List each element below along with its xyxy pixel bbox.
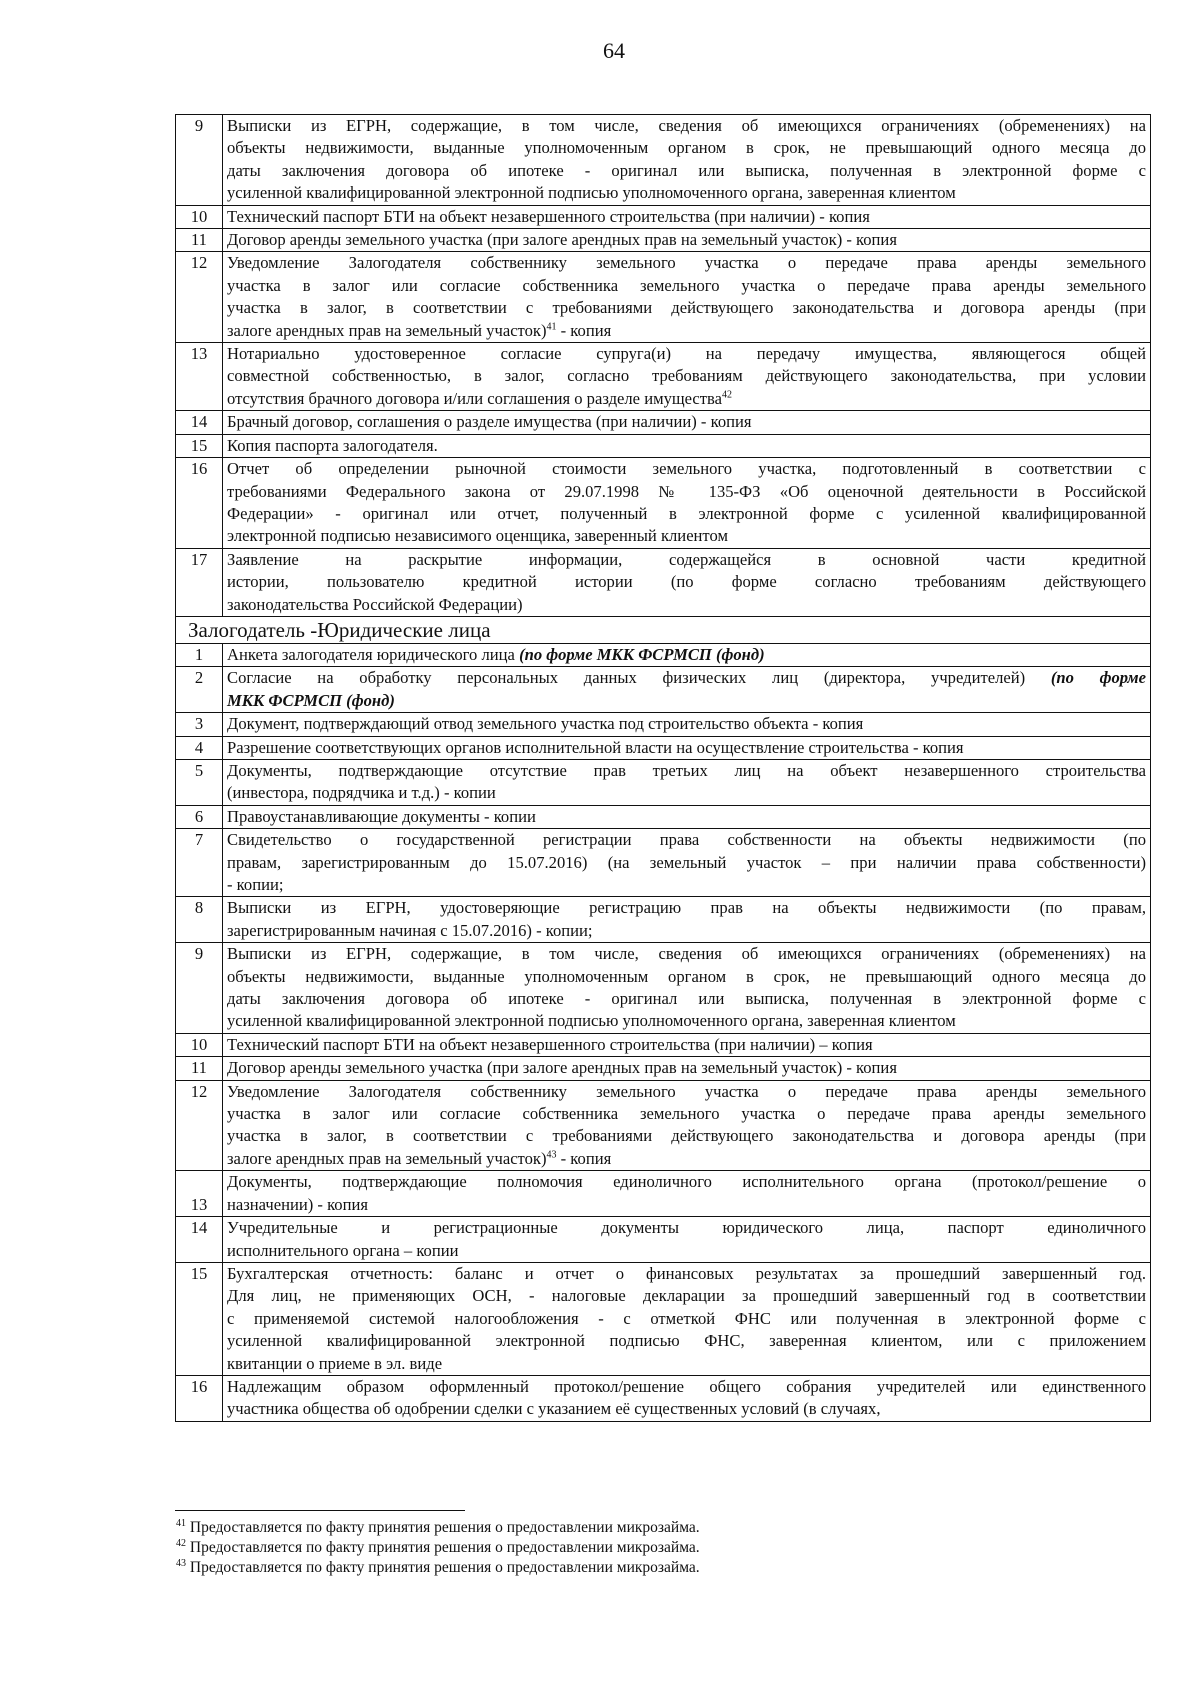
line-text: Выписки из ЕГРН, удостоверяющие регистрацию прав на объекты недвижимости (по правам, [227, 898, 1146, 918]
line-text: Брачный договор, соглашения о разделе имущества (при наличии) - копия [227, 412, 752, 432]
row-text-line [227, 252, 1146, 274]
table-row [176, 943, 1151, 1034]
row-text [223, 434, 1151, 457]
footnote [176, 1538, 700, 1558]
line-text: (инвестора, подрядчика и т.д.) - копии [227, 783, 496, 803]
row-text-line [227, 1034, 1146, 1056]
row-text-line [227, 160, 1146, 182]
row-text [223, 252, 1151, 343]
line-text: Федерации» - оригинал или отчет, полученный в электронной форме с усиленной квалифицированной [227, 503, 1146, 523]
row-text-line [227, 388, 1146, 410]
row-number: 9 [176, 943, 223, 1034]
row-text-line [227, 549, 1146, 571]
row-text-line [227, 365, 1146, 387]
row-text [223, 667, 1151, 713]
row-text-line [227, 1240, 1146, 1262]
table-row [176, 759, 1151, 805]
row-text [223, 943, 1151, 1034]
row-number: 14 [176, 1217, 223, 1263]
line-text: Уведомление Залогодателя собственнику земельного участка о передаче права аренды земельного [227, 253, 1146, 273]
row-number: 11 [176, 229, 223, 252]
row-text [223, 713, 1151, 736]
line-text: Выписки из ЕГРН, содержащие, в том числе, сведения об имеющихся ограничениях (обременениях) на [227, 116, 1146, 135]
row-text-line [227, 1081, 1146, 1103]
row-text [223, 643, 1151, 666]
row-number: 4 [176, 736, 223, 759]
line-text: Технический паспорт БТИ на объект незавершенного строительства (при наличии) - копия [227, 206, 870, 226]
row-text [223, 1171, 1151, 1217]
table-row [176, 1057, 1151, 1080]
line-text: даты заключения договора об ипотеке - оригинал или выписка, полученная в электронной форме с [227, 989, 1146, 1009]
row-number: 5 [176, 759, 223, 805]
line-text: Для лиц, не применяющих ОСН, - налоговые декларации за прошедший завершенный год в соответствии [227, 1286, 1146, 1306]
row-text-line [227, 206, 1146, 228]
row-text [223, 1217, 1151, 1263]
row-text [223, 115, 1151, 206]
row-text-line [227, 966, 1146, 988]
table-row [176, 1171, 1151, 1217]
row-text-line [227, 182, 1146, 204]
line-emphasis: (по форме МКК ФСРМСП (фонд) [519, 644, 765, 664]
line-text: - копии; [227, 875, 284, 894]
row-text-line [227, 1010, 1146, 1032]
table-row [176, 1375, 1151, 1421]
table-row [176, 205, 1151, 228]
row-number: 15 [176, 1262, 223, 1375]
row-text [223, 548, 1151, 616]
footnote-number: 41 [176, 1517, 186, 1529]
row-text [223, 897, 1151, 943]
line-text: объекты недвижимости, выданные уполномоченным органом в срок, не превышающий одного месяца до [227, 138, 1146, 158]
line-text: Учредительные и регистрационные документы юридического лица, паспорт единоличного [227, 1218, 1146, 1238]
table-row [176, 667, 1151, 713]
row-number: 2 [176, 667, 223, 713]
row-text-line [227, 275, 1146, 297]
row-text [223, 1375, 1151, 1421]
row-number: 10 [176, 205, 223, 228]
line-text: исполнительного органа – копии [227, 1240, 459, 1260]
line-text: участка в залог или согласие собственника земельного участка о передаче права аренды земельного [227, 1104, 1146, 1124]
row-text-line [227, 1217, 1146, 1239]
line-text: зарегистрированным начиная с 15.07.2016) - копии; [227, 920, 593, 940]
row-text-line [227, 525, 1146, 547]
row-text-line [227, 782, 1146, 804]
row-text-line [227, 503, 1146, 525]
row-number: 16 [176, 458, 223, 549]
line-text: Бухгалтерская отчетность: баланс и отчет о финансовых результатах за прошедший завершенный год. [227, 1263, 1146, 1283]
row-text [223, 343, 1151, 411]
table-row [176, 713, 1151, 736]
line-text: электронной подписью независимого оценщика, заверенный клиентом [227, 526, 728, 546]
row-text-line [227, 760, 1146, 782]
row-text-line [227, 435, 1146, 457]
row-text-line [227, 1308, 1146, 1330]
table-row [176, 736, 1151, 759]
row-text-line [227, 690, 1146, 712]
row-number: 15 [176, 434, 223, 457]
table-row [176, 897, 1151, 943]
table-row [176, 805, 1151, 828]
line-text: Технический паспорт БТИ на объект незавершенного строительства (при наличии) – копия [227, 1034, 873, 1054]
footnote-ref: 43 [546, 1149, 557, 1161]
table-row [176, 115, 1151, 206]
row-text-line [227, 713, 1146, 735]
row-number: 10 [176, 1033, 223, 1056]
row-number: 13 [176, 343, 223, 411]
table-row [176, 829, 1151, 897]
table-row [176, 343, 1151, 411]
row-text-line [227, 1376, 1146, 1398]
row-text-line [227, 229, 1146, 251]
row-text [223, 458, 1151, 549]
line-text: Документ, подтверждающий отвод земельного участка под строительство объекта - копия [227, 714, 864, 734]
line-text: усиленной квалифицированной электронной подписью уполномоченного органа, заверенная клиентом [227, 1011, 956, 1031]
line-text: усиленной квалифицированной электронной подписью ФНС, заверенная клиентом, или с приложением [227, 1331, 1146, 1351]
table-row [176, 458, 1151, 549]
row-text [223, 759, 1151, 805]
row-text [223, 1262, 1151, 1375]
table-row [176, 1080, 1151, 1171]
row-text [223, 1057, 1151, 1080]
row-text-line [227, 1353, 1146, 1375]
table-row [176, 1262, 1151, 1375]
section-header-row [176, 616, 1151, 643]
row-text-line [227, 897, 1146, 919]
footnote [176, 1558, 700, 1578]
line-text: Свидетельство о государственной регистрации права собственности на объекты недвижимости (по [227, 830, 1146, 850]
row-number: 7 [176, 829, 223, 897]
section-title: Залогодатель -Юридические лица [176, 616, 1151, 643]
row-text [223, 805, 1151, 828]
line-text: квитанции о приеме в эл. виде [227, 1353, 443, 1373]
footnote [176, 1518, 700, 1538]
line-tail: - копия [556, 1148, 612, 1168]
table-row [176, 229, 1151, 252]
footnotes [176, 1518, 700, 1578]
footnote-text: Предоставляется по факту принятия решения о предоставлении микрозайма. [186, 1519, 700, 1536]
row-text-line [227, 320, 1146, 342]
row-text-line [227, 1148, 1146, 1170]
line-text: правам, зарегистрированным до 15.07.2016) (на земельный участок – при наличии права собственности) [227, 852, 1146, 872]
table-row [176, 434, 1151, 457]
line-text: отсутствия брачного договора и/или соглашения о разделе имущества [227, 388, 723, 408]
line-text: с применяемой системой налогообложения - с отметкой ФНС или полученная в электронной форме с [227, 1308, 1146, 1328]
row-text-line [227, 920, 1146, 942]
table-row [176, 1217, 1151, 1263]
line-text: участка в залог, в соответствии с требованиями действующего законодательства и договора аренды (при [227, 298, 1146, 318]
line-emphasis: (по форме [1050, 668, 1146, 688]
line-text: Уведомление Залогодателя собственнику земельного участка о передаче права аренды земельного [227, 1081, 1146, 1101]
row-number: 3 [176, 713, 223, 736]
row-text [223, 1080, 1151, 1171]
table-row [176, 411, 1151, 434]
line-text: Правоустанавливающие документы - копии [227, 806, 536, 826]
line-text: участника общества об одобрении сделки с указанием её существенных условий (в случаях, [227, 1399, 881, 1419]
row-text-line [227, 481, 1146, 503]
table-row [176, 548, 1151, 616]
row-number: 12 [176, 252, 223, 343]
footnote-ref: 41 [546, 321, 557, 333]
line-text: Документы, подтверждающие отсутствие прав третьих лиц на объект незавершенного строительства [227, 760, 1146, 780]
line-text: требованиями Федерального закона от 29.07.1998 № 135-ФЗ «Об оценочной деятельности в Российской [227, 481, 1146, 501]
footnote-ref: 42 [722, 389, 733, 401]
row-number: 12 [176, 1080, 223, 1171]
line-text: Анкета залогодателя юридического лица [227, 644, 520, 664]
row-text-line [227, 943, 1146, 965]
row-text [223, 829, 1151, 897]
row-number: 8 [176, 897, 223, 943]
row-text-line [227, 874, 1146, 896]
footnote-number: 43 [176, 1557, 186, 1569]
line-text: Договор аренды земельного участка (при залоге арендных прав на земельный участок) - копия [227, 230, 897, 250]
row-text [223, 205, 1151, 228]
page-number: 64 [603, 38, 625, 63]
row-text-line [227, 137, 1146, 159]
line-text: Согласие на обработку персональных данных физических лиц (директора, учредителей) [227, 668, 1051, 688]
line-text: залоге арендных прав на земельный участок) [227, 1148, 547, 1168]
row-number: 13 [176, 1171, 223, 1217]
line-tail: - копия [556, 320, 612, 340]
line-text: Нотариально удостоверенное согласие супруга(и) на передачу имущества, являющегося общей [227, 344, 1146, 364]
line-text: участка в залог или согласие собственника земельного участка о передаче права аренды земельного [227, 275, 1146, 295]
line-text: участка в залог, в соответствии с требованиями действующего законодательства и договора аренды (при [227, 1126, 1146, 1146]
line-text: залоге арендных прав на земельный участок) [227, 320, 547, 340]
row-text-line [227, 988, 1146, 1010]
row-text-line [227, 571, 1146, 593]
row-text-line [227, 411, 1146, 433]
row-number: 14 [176, 411, 223, 434]
line-text: истории, пользователю кредитной истории (по форме согласно требованиям действующего [227, 572, 1146, 592]
line-text: Заявление на раскрытие информации, содержащейся в основной части кредитной [227, 549, 1146, 569]
table-row [176, 252, 1151, 343]
row-text-line [227, 297, 1146, 319]
row-text-line [227, 737, 1146, 759]
footnote-divider [175, 1510, 465, 1511]
row-text-line [227, 829, 1146, 851]
row-text-line [227, 1057, 1146, 1079]
row-text-line [227, 458, 1146, 480]
row-number: 9 [176, 115, 223, 206]
row-text [223, 411, 1151, 434]
row-text-line [227, 852, 1146, 874]
table-row [176, 643, 1151, 666]
line-text: даты заключения договора об ипотеке - оригинал или выписка, полученная в электронной форме с [227, 160, 1146, 180]
row-text-line [227, 343, 1146, 365]
line-text: Договор аренды земельного участка (при залоге арендных прав на земельный участок) - копия [227, 1058, 897, 1078]
row-text-line [227, 1398, 1146, 1420]
row-number: 11 [176, 1057, 223, 1080]
line-text: Надлежащим образом оформленный протокол/решение общего собрания учредителей или единственного [227, 1376, 1146, 1396]
row-text-line [227, 1103, 1146, 1125]
row-number: 6 [176, 805, 223, 828]
row-number: 17 [176, 548, 223, 616]
documents-table [175, 114, 1151, 1422]
line-emphasis: МКК ФСРМСП (фонд) [227, 690, 395, 710]
row-text-line [227, 806, 1146, 828]
table-row [176, 1033, 1151, 1056]
row-text-line [227, 1125, 1146, 1147]
row-text-line: назначении) - копия [227, 1194, 368, 1214]
row-number: 1 [176, 643, 223, 666]
row-text [223, 736, 1151, 759]
footnote-number: 42 [176, 1537, 186, 1549]
row-text-line: Документы, подтверждающие полномочия единоличного исполнительного органа (протокол/решение о [227, 1172, 1146, 1192]
line-text: законодательства Российской Федерации) [227, 594, 523, 614]
line-text: Копия паспорта залогодателя. [227, 435, 438, 455]
row-text [223, 229, 1151, 252]
line-text: совместной собственностью, в залог, согласно требованиям действующего законодательства, при условии [227, 366, 1146, 386]
line-text: объекты недвижимости, выданные уполномоченным органом в срок, не превышающий одного месяца до [227, 966, 1146, 986]
row-text-line [227, 115, 1146, 137]
row-text-line [227, 667, 1146, 689]
row-number: 16 [176, 1375, 223, 1421]
line-text: Разрешение соответствующих органов исполнительной власти на осуществление строительства - копия [227, 737, 964, 757]
footnote-text: Предоставляется по факту принятия решения о предоставлении микрозайма. [186, 1559, 700, 1576]
row-text-line [227, 1330, 1146, 1352]
row-text [223, 1033, 1151, 1056]
row-text-line [227, 1263, 1146, 1285]
row-text-line [227, 594, 1146, 616]
line-text: Выписки из ЕГРН, содержащие, в том числе, сведения об имеющихся ограничениях (обременениях) на [227, 944, 1146, 964]
line-text: Отчет об определении рыночной стоимости земельного участка, подготовленный в соответствии с [227, 459, 1146, 479]
row-text-line [227, 1285, 1146, 1307]
row-text-line [227, 644, 1146, 666]
footnote-text: Предоставляется по факту принятия решения о предоставлении микрозайма. [186, 1539, 700, 1556]
line-text: усиленной квалифицированной электронной подписью уполномоченного органа, заверенная клиентом [227, 183, 956, 203]
